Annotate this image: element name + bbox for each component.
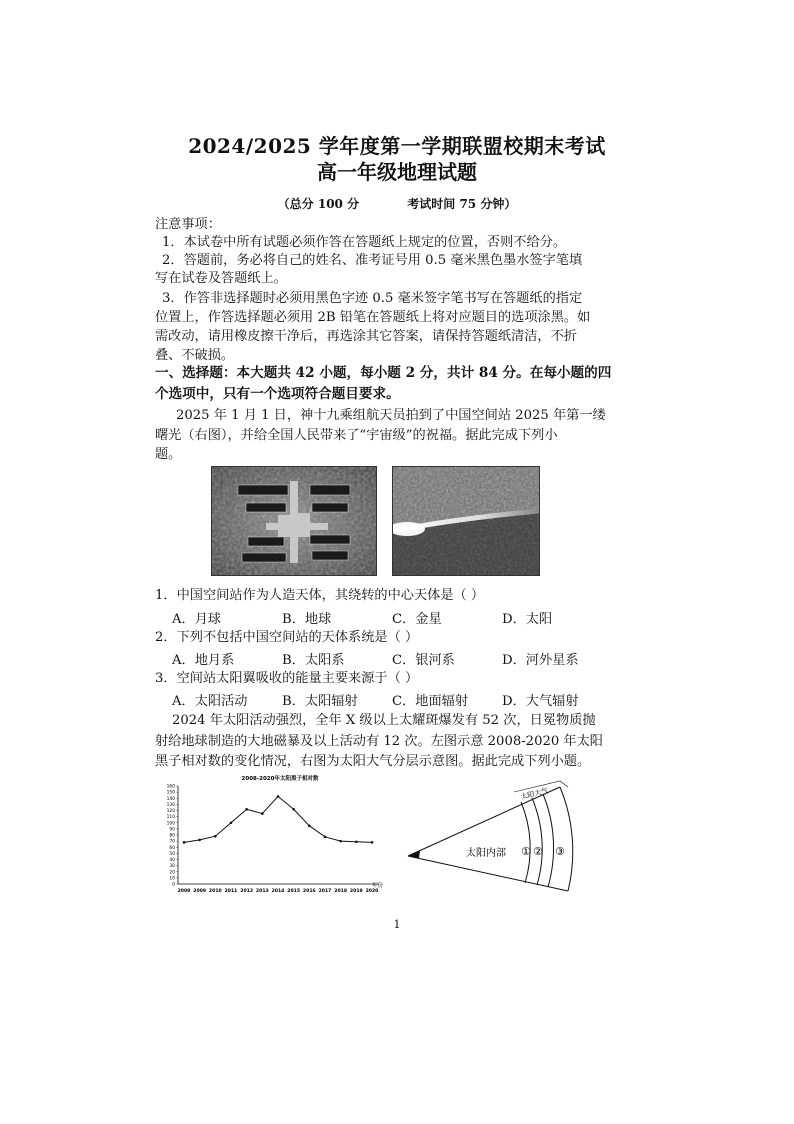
x-tick-label: 2015 bbox=[287, 889, 301, 894]
y-tick-label: 130 bbox=[166, 802, 175, 808]
option-c: C．金星 bbox=[392, 612, 442, 627]
option-a: A．地月系 bbox=[172, 653, 235, 668]
note-line: 2．答题前，务必将自己的姓名、准考证号用 0.5 毫米黑色墨水签字笔填 bbox=[162, 253, 583, 268]
sun-atmosphere-label: 太阳大气 bbox=[519, 786, 550, 802]
question-3-options bbox=[172, 690, 612, 709]
note-line: 写在试卷及答题纸上。 bbox=[155, 271, 287, 286]
space-station-photo bbox=[211, 466, 377, 576]
y-tick-label: 50 bbox=[169, 851, 175, 857]
x-tick-label: 2016 bbox=[302, 889, 316, 894]
layer-1-label: ① bbox=[521, 845, 531, 858]
sunrise-photo bbox=[392, 466, 540, 576]
sunspot-series-line bbox=[184, 796, 372, 842]
question-1: 1．中国空间站作为人造天体，其绕转的中心天体是（ ） bbox=[155, 588, 485, 603]
y-tick-label: 160 bbox=[166, 784, 175, 790]
option-a: A．太阳活动 bbox=[172, 694, 248, 709]
x-tick-label: 2013 bbox=[255, 889, 269, 894]
exam-time: 考试时间 75 分钟） bbox=[407, 197, 517, 211]
x-tick-label: 2017 bbox=[318, 889, 332, 894]
y-tick-label: 100 bbox=[166, 821, 175, 827]
data-point bbox=[245, 808, 248, 811]
passage-line: 题。 bbox=[155, 447, 182, 462]
x-tick-label: 2011 bbox=[224, 889, 238, 894]
passage-line: 黑子相对数的变化情况，右图为太阳大气分层示意图。据此完成下列小题。 bbox=[155, 754, 591, 769]
sun-layers-diagram bbox=[400, 780, 590, 898]
sector-edge-bottom bbox=[408, 856, 568, 891]
outer-arc bbox=[560, 787, 573, 891]
note-line: 1．本试卷中所有试题必须作答在答题纸上规定的位置，否则不给分。 bbox=[162, 235, 567, 250]
option-d: D．河外星系 bbox=[502, 653, 579, 668]
y-tick-label: 90 bbox=[169, 827, 175, 833]
x-tick-label: 2009 bbox=[193, 889, 207, 894]
chart-title: 2008-2020年太阳黑子相对数 bbox=[241, 776, 319, 782]
question-2: 2．下列不包括中国空间站的天体系统是（ ） bbox=[155, 630, 419, 645]
y-tick-label: 0 bbox=[172, 882, 175, 888]
option-c: C．地面辐射 bbox=[392, 694, 469, 709]
x-tick-label: 2014 bbox=[271, 889, 285, 894]
passage-line: 2025 年 1 月 1 日，神十九乘组航天员拍到了中国空间站 2025 年第一缕 bbox=[176, 408, 606, 423]
total-score: （总分 100 分 bbox=[277, 197, 360, 211]
exam-subtitle: 高一年级地理试题 bbox=[317, 160, 477, 184]
option-b: B．地球 bbox=[282, 612, 332, 627]
notes-heading: 注意事项： bbox=[155, 217, 221, 232]
passage-line: 2024 年太阳活动强烈，全年 X 级以上太耀斑爆发有 52 次，日冕物质抛 bbox=[172, 713, 596, 728]
question-2-options bbox=[172, 649, 612, 668]
data-point bbox=[292, 808, 295, 811]
y-tick-label: 30 bbox=[169, 864, 175, 870]
arrow-head bbox=[408, 851, 420, 858]
data-point bbox=[355, 840, 358, 843]
layer-2-label: ② bbox=[533, 845, 543, 858]
x-tick-label: 2020 bbox=[365, 889, 379, 894]
y-tick-label: 10 bbox=[169, 876, 175, 882]
option-a: A．月球 bbox=[172, 612, 222, 627]
data-point bbox=[339, 840, 342, 843]
x-tick-label: 2019 bbox=[349, 889, 363, 894]
option-b: B．太阳系 bbox=[282, 653, 345, 668]
x-axis-label: 年份 bbox=[372, 883, 384, 889]
y-tick-label: 70 bbox=[169, 839, 175, 845]
space-station-image bbox=[212, 467, 376, 575]
note-line: 需改动，请用橡皮擦干净后，再选涂其它答案，请保持答题纸清洁，不折 bbox=[155, 329, 577, 344]
y-tick-label: 140 bbox=[166, 796, 175, 802]
y-tick-label: 40 bbox=[169, 858, 175, 864]
x-tick-label: 2008 bbox=[177, 889, 191, 894]
y-tick-label: 20 bbox=[169, 870, 175, 876]
x-tick-label: 2010 bbox=[208, 889, 222, 894]
sunrise-image bbox=[393, 467, 539, 575]
note-line: 叠、不破损。 bbox=[155, 348, 235, 363]
option-d: D．太阳 bbox=[502, 612, 553, 627]
data-point bbox=[230, 821, 233, 824]
exam-meta bbox=[0, 195, 794, 212]
passage-line: 射给地球制造的大地磁暴及以上活动有 12 次。左图示意 2008-2020 年太阳 bbox=[155, 734, 603, 749]
layer-arc-1 bbox=[521, 802, 530, 883]
option-c: C．银河系 bbox=[392, 653, 455, 668]
layer-3-label: ③ bbox=[555, 845, 565, 858]
y-tick-label: 60 bbox=[169, 845, 175, 851]
data-point bbox=[214, 835, 217, 838]
data-point bbox=[261, 812, 264, 815]
data-point bbox=[198, 839, 201, 842]
sunspot-chart bbox=[150, 772, 390, 896]
data-point bbox=[324, 836, 327, 839]
data-point bbox=[371, 841, 374, 844]
y-tick-label: 110 bbox=[166, 815, 175, 821]
page-number: 1 bbox=[393, 918, 401, 931]
question-1-options bbox=[172, 608, 612, 627]
option-d: D．大气辐射 bbox=[502, 694, 579, 709]
sun-interior-label: 太阳内部 bbox=[466, 848, 506, 859]
x-tick-label: 2018 bbox=[334, 889, 348, 894]
question-3: 3．空间站太阳翼吸收的能量主要来源于（ ） bbox=[155, 671, 419, 686]
note-line: 位置上，作答选择题必须用 2B 铅笔在答题纸上将对应题目的选项涂黑。如 bbox=[155, 310, 591, 325]
data-point bbox=[183, 841, 186, 844]
exam-title: 2024/2025 学年度第一学期联盟校期末考试 bbox=[188, 134, 606, 158]
passage-line: 曙光（右图），并给全国人民带来了“宇宙级”的祝福。据此完成下列小 bbox=[155, 428, 558, 443]
y-tick-label: 80 bbox=[169, 833, 175, 839]
section-heading: 一、选择题：本大题共 42 小题，每小题 2 分，共计 84 分。在每小题的四 bbox=[155, 365, 612, 381]
y-tick-label: 120 bbox=[166, 809, 175, 815]
y-tick-label: 150 bbox=[166, 790, 175, 796]
data-point bbox=[277, 795, 280, 798]
note-line: 3．作答非选择题时必须用黑色字迹 0.5 毫米签字笔书写在答题纸的指定 bbox=[162, 291, 583, 306]
x-tick-label: 2012 bbox=[240, 889, 254, 894]
layer-arc-3 bbox=[543, 794, 554, 887]
option-b: B．太阳辐射 bbox=[282, 694, 358, 709]
data-point bbox=[308, 825, 311, 828]
layer-arc-2 bbox=[532, 798, 542, 885]
section-heading-cont: 个选项中，只有一个选项符合题目要求。 bbox=[155, 386, 400, 402]
